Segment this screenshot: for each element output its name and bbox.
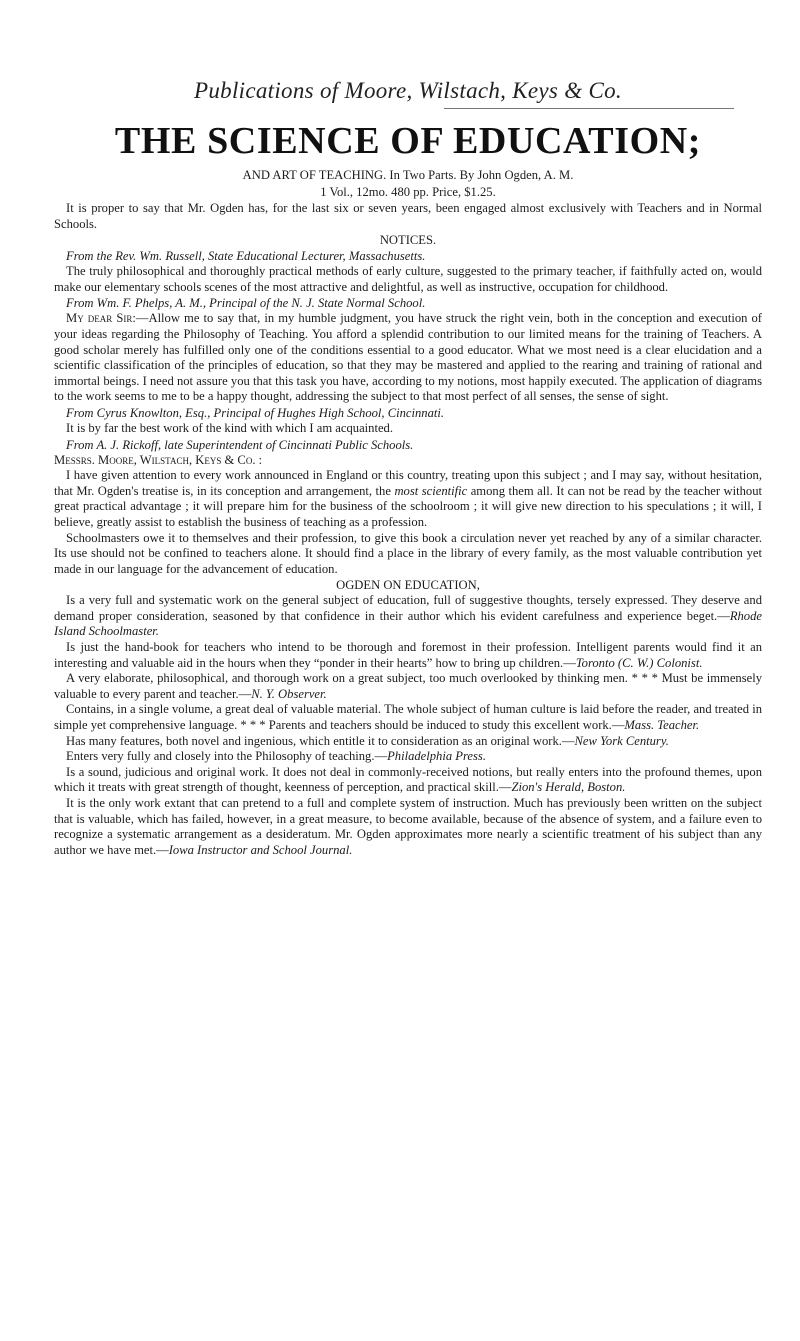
notice-4-salutation: Messrs. Moore, Wilstach, Keys & Co. (54, 452, 256, 467)
review-text: Is a sound, judicious and original work. It does not deal in commonly-received notions, but really enters into the profound themes, upon which it treats with great strength of thought, keenness of perception, and practical skill.— (54, 764, 762, 795)
notice-4-text-2: Schoolmasters owe it to themselves and their profession, to give this book a circulation never yet reached by any of a similar character. Its use should not be confined to teachers alone. It should find a place in the library of every family, as the most valuable contribution yet made in our language for the advancement of education. (54, 530, 762, 576)
notice-2-salutation: My dear Sir (66, 311, 133, 326)
notice-4-salutation-end: : (255, 452, 263, 467)
review-source: N. Y. Observer. (251, 686, 327, 701)
review-8 (54, 796, 762, 858)
review-text: Is a very full and systematic work on the general subject of education, full of suggestive thoughts, tersely expressed. They deserve and demand proper consideration, seasoned by that confidence in their author which his evident carefulness and experience beget.— (54, 593, 762, 623)
review-1 (54, 593, 762, 640)
ogden-heading: OGDEN ON EDUCATION, (336, 578, 480, 593)
notice-2-source: From Wm. F. Phelps, A. M., Principal of the N. J. State Normal School. (66, 296, 426, 311)
notice-4-salutation-line (54, 453, 762, 469)
notice-4-source: From A. J. Rickoff, late Superintendent of Cincinnati Public Schools. (66, 437, 414, 452)
book-subtitle: AND ART OF TEACHING. In Two Parts. By John Ogden, A. M. (242, 168, 574, 182)
notice-2-paragraph (54, 311, 762, 405)
review-text: A very elaborate, philosophical, and thorough work on a great subject, too much overlooked by thinking men. * * * Must be immensely valuable to every parent and teacher.— (54, 671, 762, 701)
review-5 (54, 734, 762, 750)
review-source: Toronto (C. W.) Colonist. (575, 655, 703, 670)
notice-4-text-before: I have given attention to every work announced in England or this country, treating upon this subject ; and I may say, without hesitation, that Mr. Ogden's treatise is, in its conception and arrangement, the (54, 468, 762, 498)
notice-2-text: :—Allow me to say that, in my humble judgment, you have struck the right vein, both in the conception and execution of your ideas regarding the Philosophy of Teaching. You afford a splendid contribution to our limited means for the training of Teachers. A good scholar merely has fulfilled only one of the conditions essential to a good educator. What we most need is a clear elucidation and a scientific classification of the principles of education, so that they may be mastered and applied to the rearing and training of rational and immortal beings. I need not assure you that this task you have, according to my notions, most happily executed. The application of diagrams to the work seems to me to be a happy thought, addressing the subject to that most perfect of all senses, the sense of sight. (54, 311, 762, 404)
notice-4-emphasis: most scientific (394, 483, 468, 498)
review-2 (54, 640, 762, 671)
review-source: New York Century. (574, 733, 669, 748)
header-rule (444, 108, 734, 109)
review-source: Mass. Teacher. (624, 718, 700, 733)
review-source: Iowa Instructor and School Journal. (168, 842, 353, 857)
review-text: Has many features, both novel and ingenious, which entitle it to consideration as an original work.— (66, 733, 575, 748)
notice-3-text: It is by far the best work of the kind with which I am acquainted. (66, 420, 394, 435)
review-6 (54, 749, 762, 765)
book-imprint: 1 Vol., 12mo. 480 pp. Price, $1.25. (320, 185, 496, 199)
review-4 (54, 702, 762, 733)
notice-1-source: From the Rev. Wm. Russell, State Educational Lecturer, Massachusetts. (66, 249, 426, 264)
notice-4-text-after: among them all. It can not be read by the teacher without great practical advantage ; it will prepare him for the business of the schoolroom ; it will give new direction to his speculations ; it will, I believe, greatly assist to establish the business of teaching as a profession. (54, 483, 763, 529)
review-3 (54, 671, 762, 702)
review-text: Is just the hand-book for teachers who intend to be thorough and foremost in their profession. Intelligent parents would find it an interesting and valuable aid in the hours when they “ponder in their hearts” how to bring up children.— (54, 640, 762, 670)
review-source: Rhode Island Schoolmaster. (54, 608, 762, 639)
body-text (54, 201, 762, 858)
intro-paragraph: It is proper to say that Mr. Ogden has, for the last six or seven years, been engaged almost exclusively with Teachers and in Normal Schools. (54, 201, 762, 231)
review-source: Zion's Herald, Boston. (511, 780, 626, 795)
review-text: It is the only work extant that can pretend to a full and complete system of instruction. Much has previously been written on the subject that is valuable, which has failed, however, in a great measure, to become available, because of the absence of system, and a failure even to recognize a systematic arrangement as a desideratum. Mr. Ogden approximates more nearly a scientific treatment of his subject than any author we have met.— (54, 796, 762, 857)
running-head: Publications of Moore, Wilstach, Keys & Co. (194, 78, 622, 103)
book-title: THE SCIENCE OF EDUCATION; (114, 120, 702, 162)
notice-1-text: The truly philosophical and thoroughly practical methods of early culture, suggested to the primary teacher, if faithfully acted on, would make our elementary schools scenes of the most attractive and delightful, as well as instructive, occupation for childhood. (54, 264, 762, 294)
review-text: Enters very fully and closely into the Philosophy of teaching.— (66, 749, 388, 764)
review-text: Contains, in a single volume, a great deal of valuable material. The whole subject of human culture is laid before the reader, and treated in simple yet comprehensive language. * * * Parents and teachers should be induced to study this excellent work.— (54, 702, 762, 733)
review-source: Philadelphia Press. (387, 749, 486, 764)
review-7 (54, 765, 762, 796)
notice-3-source: From Cyrus Knowlton, Esq., Principal of Hughes High School, Cincinnati. (66, 405, 445, 420)
notices-heading: NOTICES. (379, 233, 437, 248)
notice-4-paragraph (54, 468, 762, 530)
